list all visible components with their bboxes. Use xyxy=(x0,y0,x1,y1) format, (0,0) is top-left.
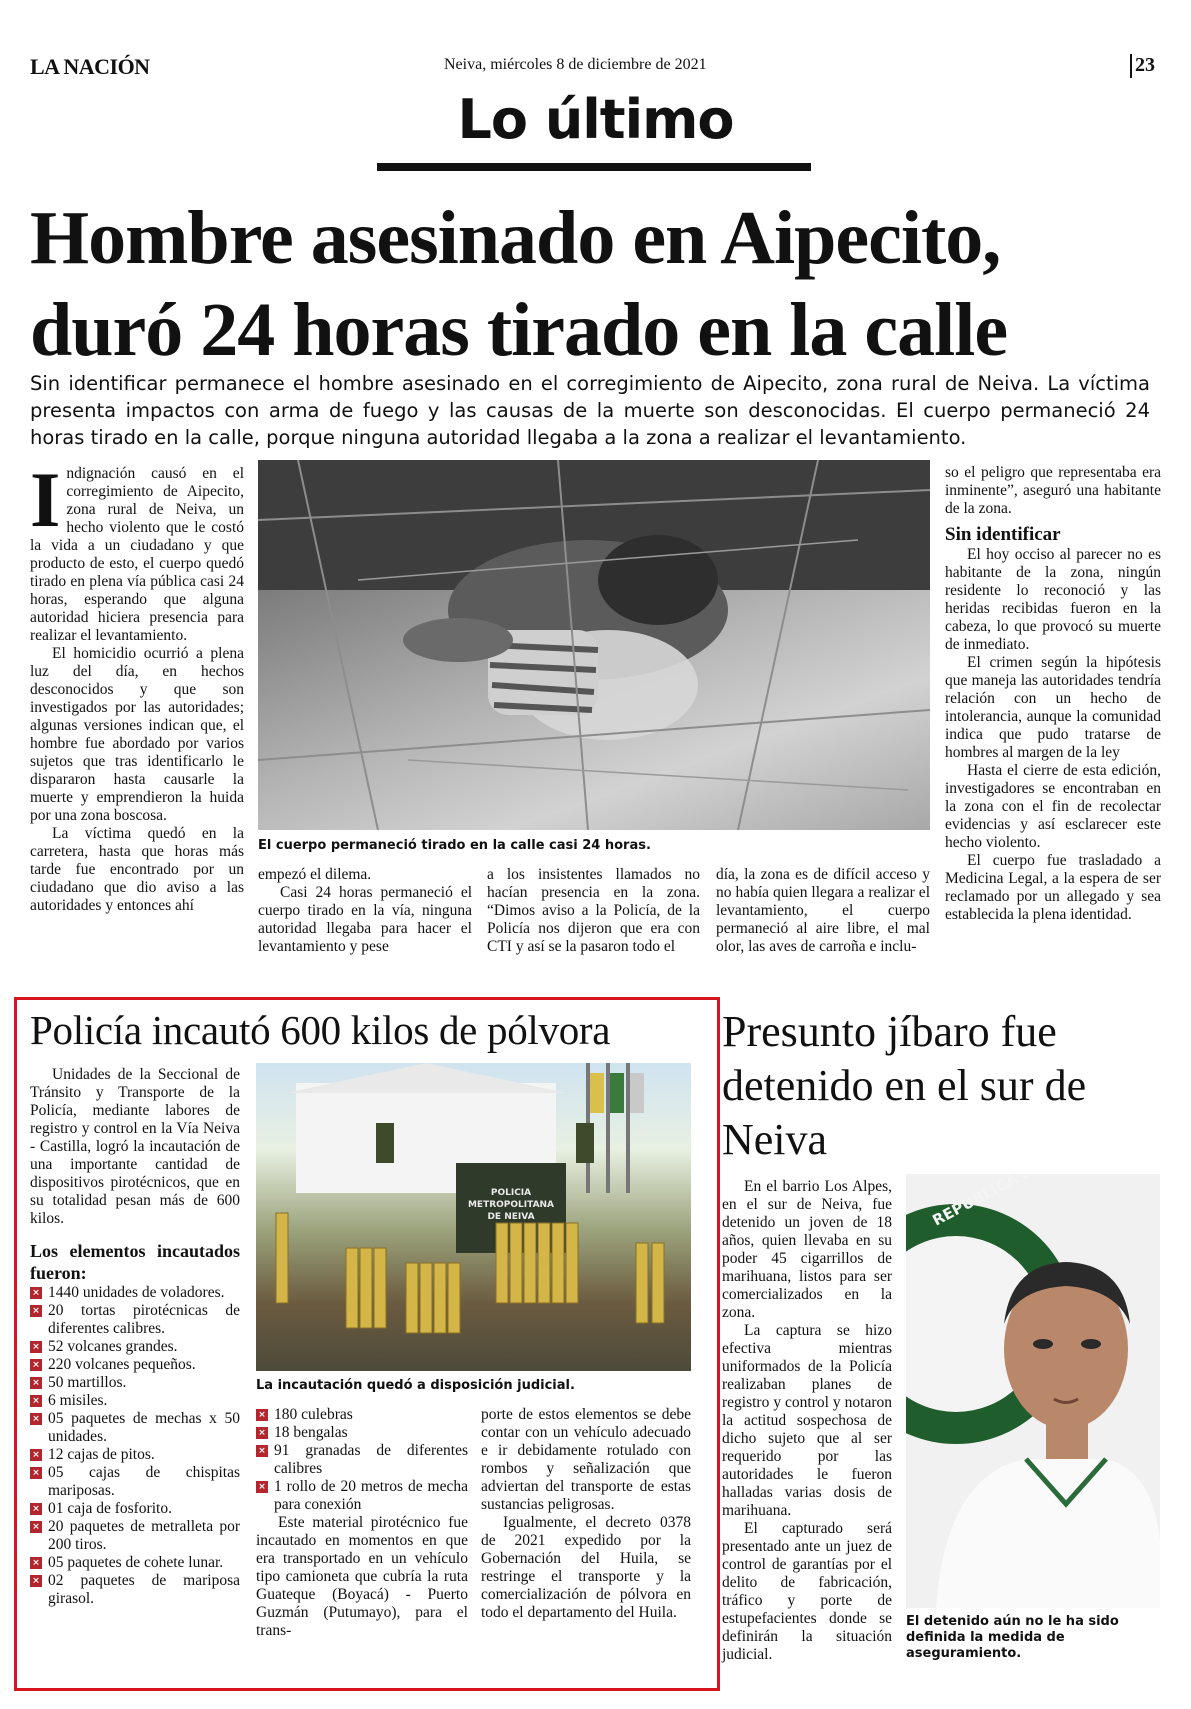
list-item: × 1 rollo de 20 metros de mecha para conexión xyxy=(256,1478,468,1514)
police-sign-text: POLICIA xyxy=(490,1188,532,1198)
jibaro-p2: La captura se hizo efectiva mientras uniformados de la Policía realizaban planes de registro y control y notaron la actitud sospechosa de dicho sujeto que al ser requerido por las autoridades le fueron halladas varias dosis de marihuana. xyxy=(722,1322,892,1519)
section-rule xyxy=(377,163,811,171)
bullet-icon: × xyxy=(30,1467,42,1479)
polvora-intro: Unidades de la Seccional de Tránsito y Transporte de la Policía, mediante labores de registro y control en la Vía Neiva - Castilla, logró la incautación de una importante cantidad de dispositivos pirotécnicos, que en su totalidad pesan más de 600 kilos. xyxy=(30,1066,240,1227)
main-lede: Sin identificar permanece el hombre asesinado en el corregimiento de Aipecito, zona rural de Neiva. La víctima presenta impactos con arma de fuego y las causas de la muerte son desconocidas. El cuerpo permaneció 24 horas tirado en la calle, porque ninguna autoridad llegaba a la zona a realizar el levantamiento. xyxy=(30,372,1150,449)
bullet-icon: × xyxy=(256,1481,268,1493)
main-col-3 xyxy=(487,866,700,956)
page-number: 23 xyxy=(1130,54,1155,78)
polvora-col-1 xyxy=(30,1066,240,1608)
list-item: × 91 granadas de diferentes calibres xyxy=(256,1442,468,1478)
main-col5-p2: El crimen según la hipótesis que maneja las autoridades tendría relación con un hecho de intolerancia, aunque la comunidad indica que pudo tratarse de hombres al margen de la ley xyxy=(945,654,1161,761)
list-item: × 180 culebras xyxy=(256,1406,468,1424)
svg-text:METROPOLITANA: METROPOLITANA xyxy=(467,1200,555,1210)
list-item: × 02 paquetes de mariposa girasol. xyxy=(30,1572,240,1608)
polvora-list-title: Los elementos incautados fueron: xyxy=(30,1241,240,1283)
crime-photo-caption: El cuerpo permaneció tirado en la calle casi 24 horas. xyxy=(258,838,651,853)
jibaro-col xyxy=(722,1178,892,1664)
main-col5-p4: El cuerpo fue trasladado a Medicina Legal, a la espera de ser reclamado por un allegado y sea establecida la plena identidad. xyxy=(945,852,1161,923)
main-col-4 xyxy=(716,866,930,956)
polvora-col-2 xyxy=(256,1406,468,1640)
suspect-photo-caption: El detenido aún no le ha sido definida la medida de aseguramiento. xyxy=(906,1614,1119,1661)
dateline: Neiva, miércoles 8 de diciembre de 2021 xyxy=(444,56,707,73)
list-item: × 20 tortas pirotécnicas de diferentes calibres. xyxy=(30,1302,240,1338)
jibaro-p1: En el barrio Los Alpes, en el sur de Neiva, fue detenido un joven de 18 años, quien llevaba en su poder 45 cigarrillos de marihuana, listos para ser comercializados en la zona. xyxy=(722,1178,892,1321)
bullet-icon: × xyxy=(30,1557,42,1569)
main-headline xyxy=(30,192,1170,376)
polvora-col3-p1: porte de estos elementos se debe contar con un vehículo adecuado e ir debidamente rotulado con rombos y señalización que adviertan del transporte de estas sustancias peligrosas. xyxy=(481,1406,691,1513)
list-item: × 20 paquetes de metralleta por 200 tiros. xyxy=(30,1518,240,1554)
list-item: × 220 volcanes pequeños. xyxy=(30,1356,240,1374)
main-col-5 xyxy=(945,464,1161,924)
main-col3-p1: a los insistentes llamados no hacían presencia en la zona. “Dimos aviso a la Policía, de la Policía nos dijeron que era con CTI y así se la pasaron todo el xyxy=(487,866,700,955)
list-item: × 12 cajas de pitos. xyxy=(30,1446,240,1464)
main-col1-p2: El homicidio ocurrió a plena luz del día, en hechos desconocidos y que son investigados por las autoridades; algunas versiones indican que, el hombre fue abordado por varios sujetos que tras identificarlo le dispararon hasta causarle la muerte y emprendieron la huida por una zona boscosa. xyxy=(30,645,244,824)
section-title: Lo último xyxy=(457,88,734,151)
polvora-headline: Policía incautó 600 kilos de pólvora xyxy=(30,1007,611,1053)
headline-line-2: duró 24 horas tirado en la calle xyxy=(30,288,1008,372)
bullet-icon: × xyxy=(30,1395,42,1407)
main-col4-p1: día, la zona es de difícil acceso y no había quien llegara a realizar el levantamiento, el cuerpo permaneció al aire libre, el mal olor, las aves de carroña e inclu- xyxy=(716,866,930,955)
polvora-col3-p2: Igualmente, el decreto 0378 de 2021 expedido por la Gobernación del Huila, se restringe el transporte y la comercialización de pólvora en todo el departamento del Huila. xyxy=(481,1514,691,1621)
list-item: × 1440 unidades de voladores. xyxy=(30,1284,240,1302)
dropcap: I xyxy=(30,456,61,543)
main-col5-p1: El hoy occiso al parecer no es habitante de la zona, ningún residente lo reconoció y las heridas recibidas fueron en la cabeza, lo que provocó su muerte de inmediato. xyxy=(945,546,1161,653)
polvora-list-1 xyxy=(30,1284,240,1608)
list-item: × 05 cajas de chispitas mariposas. xyxy=(30,1464,240,1500)
bullet-icon: × xyxy=(256,1409,268,1421)
polvora-col-3 xyxy=(481,1406,691,1622)
bullet-icon: × xyxy=(30,1449,42,1461)
police-station-illustration xyxy=(256,1063,691,1371)
bullet-icon: × xyxy=(30,1359,42,1371)
main-col-1 xyxy=(30,456,244,915)
seized-fireworks-photo xyxy=(256,1063,691,1371)
subhead-sin-identificar: Sin identificar xyxy=(945,524,1061,545)
main-col1-p3: La víctima quedó en la carretera, hasta que horas más tarde fue encontrado por un ciudadano que dio aviso a las autoridades y entonces ahí xyxy=(30,825,244,914)
bullet-icon: × xyxy=(30,1503,42,1515)
list-item: × 05 paquetes de mechas x 50 unidades. xyxy=(30,1410,240,1446)
main-col-2 xyxy=(258,866,472,956)
suspect-photo xyxy=(906,1174,1160,1608)
polvora-col2-text: Este material pirotécnico fue incautado en momentos en que era transportado en un vehículo tipo camioneta que cubría la ruta Guateque (Boyacá) - Puerto Guzmán (Putumayo), para el trans- xyxy=(256,1514,468,1639)
bullet-icon: × xyxy=(30,1575,42,1587)
bullet-icon: × xyxy=(30,1413,42,1425)
list-item: × 01 caja de fosforito. xyxy=(30,1500,240,1518)
bullet-icon: × xyxy=(256,1445,268,1457)
list-item: × 18 bengalas xyxy=(256,1424,468,1442)
police-photo-caption: La incautación quedó a disposición judicial. xyxy=(256,1378,575,1393)
svg-text:DE NEIVA: DE NEIVA xyxy=(487,1212,535,1222)
crime-scene-photo xyxy=(258,460,930,830)
main-col5-intro: so el peligro que representaba era inminente”, aseguró una habitante de la zona. xyxy=(945,464,1161,517)
bullet-icon: × xyxy=(30,1341,42,1353)
bullet-icon: × xyxy=(30,1287,42,1299)
jibaro-p3: El capturado será presentado ante un juez de control de garantías por el delito de fabricación, tráfico y porte de estupefacientes donde se definirán la situación judicial. xyxy=(722,1520,892,1663)
headline-line-1: Hombre asesinado en Aipecito, xyxy=(30,196,1001,280)
bullet-icon: × xyxy=(30,1521,42,1533)
main-col2-p2: Casi 24 horas permaneció el cuerpo tirado en la vía, ninguna autoridad llegaba para hacer el levantamiento y pese xyxy=(258,884,472,955)
main-col5-p3: Hasta el cierre de esta edición, investigadores se encontraban en la zona con el fin de recolectar evidencias y así esclarecer este hecho violento. xyxy=(945,762,1161,851)
list-item: × 52 volcanes grandes. xyxy=(30,1338,240,1356)
list-item: × 50 martillos. xyxy=(30,1374,240,1392)
bullet-icon: × xyxy=(30,1377,42,1389)
jibaro-headline: Presunto jíbaro fue detenido en el sur de Neiva xyxy=(722,1007,1087,1164)
list-item: × 05 paquetes de cohete lunar. xyxy=(30,1554,240,1572)
crime-scene-illustration xyxy=(258,460,930,830)
bullet-icon: × xyxy=(256,1427,268,1439)
main-col2-p1: empezó el dilema. xyxy=(258,866,372,883)
polvora-list-2 xyxy=(256,1406,468,1514)
main-col1-p1: ndignación causó en el corregimiento de Aipecito, zona rural de Neiva, un hecho violento que le costó la vida a un ciudadano y que producto de esto, el cuerpo quedó tirado en plena vía pública casi 24 horas, esperando que alguna autoridad hiciera presencia para realizar el levantamiento. xyxy=(30,465,244,644)
newspaper-logo: LA NACIÓN xyxy=(30,54,150,79)
list-item: × 6 misiles. xyxy=(30,1392,240,1410)
suspect-illustration xyxy=(906,1174,1160,1608)
bullet-icon: × xyxy=(30,1305,42,1317)
